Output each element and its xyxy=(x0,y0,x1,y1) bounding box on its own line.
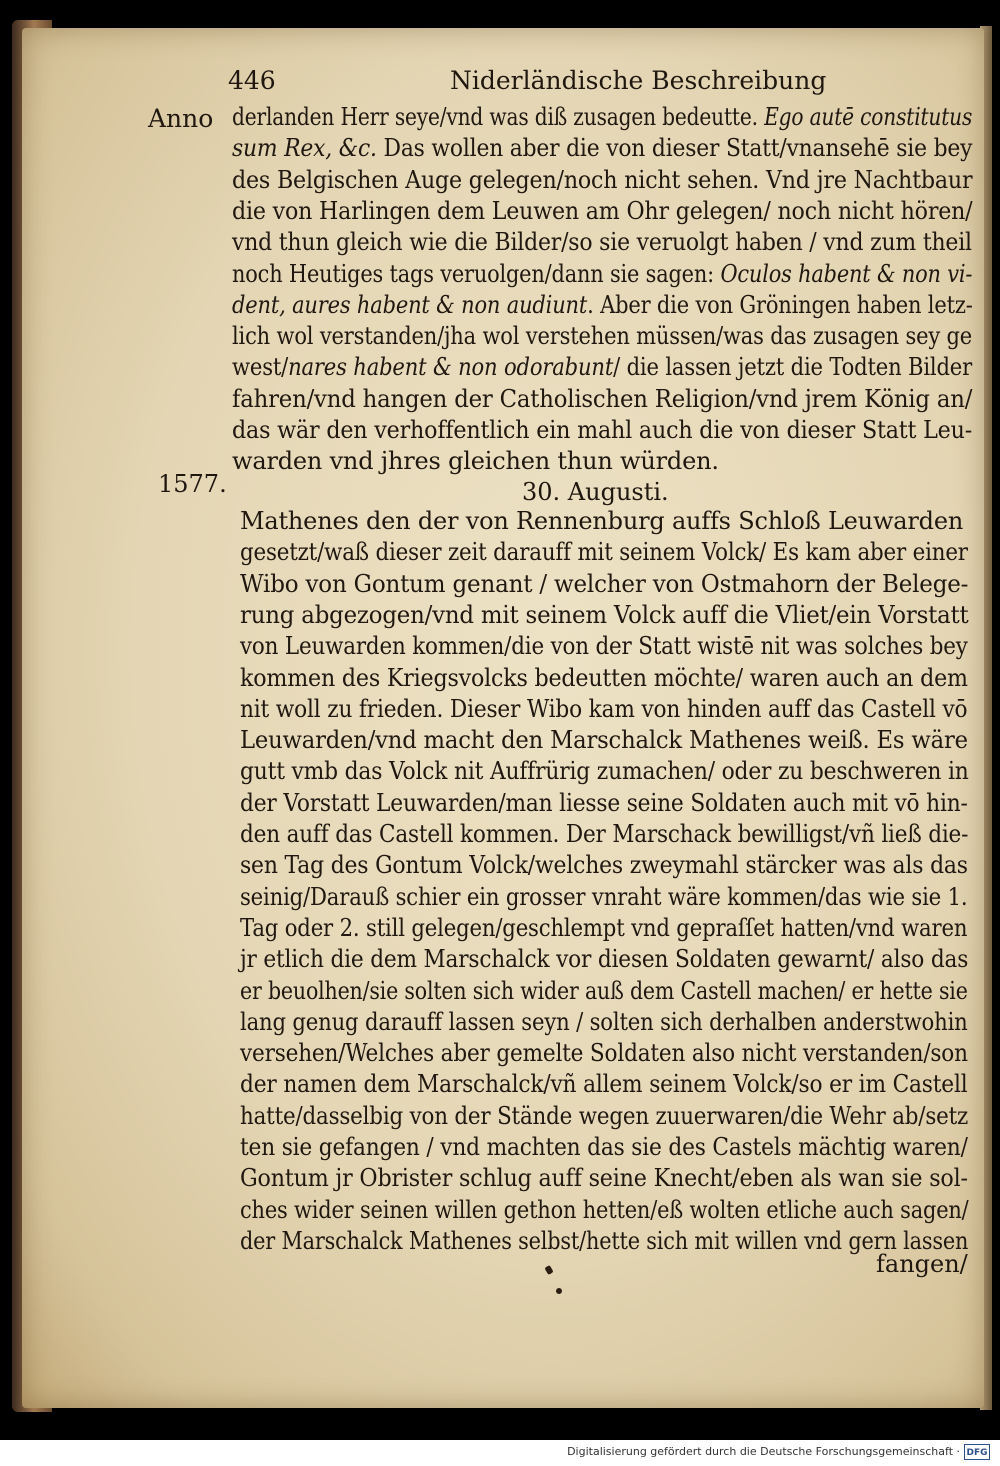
text-line xyxy=(232,259,972,289)
text-line xyxy=(240,1195,969,1225)
line-text: gesetzt/waß dieser zeit darauff mit seinem Volck/ Es kam aber einer xyxy=(240,538,968,567)
line-text: . Aber die von Gröningen haben letz- xyxy=(587,290,973,319)
text-line xyxy=(240,663,968,693)
line-text: Wibo von Gontum genant / welcher von Ostmahorn der Belege- xyxy=(240,569,969,598)
line-text: lang genug darauff lassen seyn / solten sich derhalben anderstwohin xyxy=(240,1007,968,1036)
line-text: er beuolhen/sie solten sich wider auß dem Castell machen/ er hette sie xyxy=(240,976,968,1005)
text-line xyxy=(240,600,969,630)
text-line xyxy=(232,165,972,195)
latin-italic-text: sum Rex, &c. xyxy=(232,134,377,163)
running-head xyxy=(228,66,827,100)
line-text: rung abgezogen/vnd mit seinem Volck auff die Vliet/ein Vorstatt xyxy=(240,600,969,629)
text-line xyxy=(240,819,968,849)
line-text: derlanden Herr seye/vnd was diß zusagen bedeutte. xyxy=(232,103,765,131)
text-line xyxy=(240,788,968,818)
dfg-logo: DFG xyxy=(964,1444,990,1460)
text-line xyxy=(232,196,972,226)
text-line xyxy=(232,290,973,320)
text-line xyxy=(240,1163,968,1193)
text-line xyxy=(240,537,968,567)
line-text: / die lassen jetzt die Todten Bilder xyxy=(613,353,973,382)
line-text: der Vorstatt Leuwarden/man liesse seine Soldaten auch mit vō hin- xyxy=(240,788,968,817)
text-line xyxy=(240,882,967,912)
line-text: Mathenes den der von Rennenburg auffs Schloß Leuwarden xyxy=(240,507,964,535)
text-line xyxy=(232,102,972,132)
line-text: seinig/Darauß schier ein grosser vnraht wäre kommen/das wie sie 1. xyxy=(240,882,968,911)
line-text: kommen des Kriegsvolcks bedeutten möchte/ waren auch an dem xyxy=(240,663,968,692)
text-line xyxy=(232,352,972,382)
line-text: fahren/vnd hangen der Catholischen Religion/vnd jrem König an/ xyxy=(232,384,973,413)
line-text: ten sie gefangen / vnd machten das sie des Castels mächtig waren/ xyxy=(240,1133,968,1161)
line-text: versehen/Welches aber gemelte Soldaten also nicht verstanden/son xyxy=(240,1039,968,1068)
line-text: lich wol verstanden/jha wol verstehen müssen/was das zusagen sey ge xyxy=(232,322,973,351)
text-line xyxy=(240,850,968,880)
line-text: der namen dem Marschalck/vñ allem seinem Volck/so er im Castell xyxy=(240,1070,968,1099)
date-heading: 30. Augusti. xyxy=(522,478,669,506)
line-text: Das wollen aber die von dieser Statt/vnansehē sie bey xyxy=(376,134,973,163)
text-line xyxy=(240,631,968,661)
latin-italic-text: dent, aures habent & non audiunt xyxy=(232,290,588,319)
catchword: fangen/ xyxy=(876,1250,968,1278)
latin-italic-text: Ego autē constitutus xyxy=(764,103,973,131)
line-text: den auff das Castell kommen. Der Marschack bewilligst/vñ ließ die- xyxy=(240,820,969,848)
text-line xyxy=(240,569,968,599)
line-text: Gontum jr Obrister schlug auff seine Knecht/eben als wan sie sol- xyxy=(240,1164,968,1193)
text-line xyxy=(232,321,972,351)
line-text: sen Tag des Gontum Volck/welches zweymahl stärcker was als das xyxy=(240,851,968,880)
text-line xyxy=(232,133,972,163)
margin-note-year: 1577. xyxy=(158,470,227,498)
text-line xyxy=(240,976,968,1006)
page-number: 446 xyxy=(228,66,276,95)
text-line xyxy=(232,446,719,476)
text-line xyxy=(240,756,969,786)
margin-note-anno: Anno xyxy=(148,104,214,133)
text-line xyxy=(240,1038,968,1068)
text-line xyxy=(240,1069,968,1099)
text-line xyxy=(232,227,972,257)
text-line xyxy=(240,1007,968,1037)
text-line xyxy=(240,725,968,755)
text-line xyxy=(240,913,967,943)
paragraph-2 xyxy=(240,506,970,1256)
text-line xyxy=(240,506,963,536)
line-text: der Marschalck Mathenes selbst/hette sich mit willen vnd gern lassen xyxy=(240,1226,969,1255)
line-text: von Leuwarden kommen/die von der Statt wistē nit was solches bey xyxy=(240,632,968,661)
text-line xyxy=(240,694,967,724)
line-text: Leuwarden/vnd macht den Marschalck Mathenes weiß. Es wäre xyxy=(240,726,968,755)
text-line xyxy=(240,944,968,974)
latin-italic-text: nares habent & non odorabunt xyxy=(288,353,614,382)
text-line xyxy=(240,1226,968,1256)
line-text: hatte/dasselbig von der Stände wegen zuuerwaren/die Wehr ab/setz xyxy=(240,1101,969,1130)
footer-bar xyxy=(0,1440,1000,1466)
text-line xyxy=(232,415,972,445)
ink-mark xyxy=(556,1288,562,1294)
text-line xyxy=(240,1101,968,1131)
line-text: ches wider seinen willen gethon hetten/eß wolten etliche auch sagen/ xyxy=(240,1195,969,1224)
line-text: das wär den verhoffentlich ein mahl auch die von dieser Statt Leu- xyxy=(232,416,973,444)
line-text: gutt vmb das Volck nit Auffrürig zumachen/ oder zu beschweren in xyxy=(240,757,969,786)
line-text: des Belgischen Auge gelegen/noch nicht sehen. Vnd jre Nachtbaur xyxy=(232,165,973,194)
line-text: warden vnd jhres gleichen thun würden. xyxy=(232,447,719,476)
latin-italic-text: Oculos habent & non vi- xyxy=(720,259,973,288)
text-line xyxy=(240,1132,968,1162)
line-text: west/ xyxy=(232,353,289,382)
line-text: Tag oder 2. still gelegen/geschlempt vnd gepraſſet hatten/vnd waren xyxy=(240,913,968,942)
text-line xyxy=(232,384,972,414)
line-text: nit woll zu frieden. Dieser Wibo kam von hinden auff das Castell vō xyxy=(240,694,968,723)
line-text: die von Harlingen dem Leuwen am Ohr gelegen/ noch nicht hören/ xyxy=(232,196,973,225)
line-text: noch Heutiges tags veruolgen/dann sie sagen: xyxy=(232,259,721,288)
footer-credit: Digitalisierung gefördert durch die Deutsche Forschungsgemeinschaft · xyxy=(567,1445,960,1458)
running-title: Niderländische Beschreibung xyxy=(450,66,827,95)
paragraph-1 xyxy=(232,102,972,482)
line-text: jr etlich die dem Marschalck vor diesen Soldaten gewarnt/ also das xyxy=(240,945,969,974)
line-text: vnd thun gleich wie die Bilder/so sie veruolgt haben / vnd zum theil xyxy=(232,228,972,257)
